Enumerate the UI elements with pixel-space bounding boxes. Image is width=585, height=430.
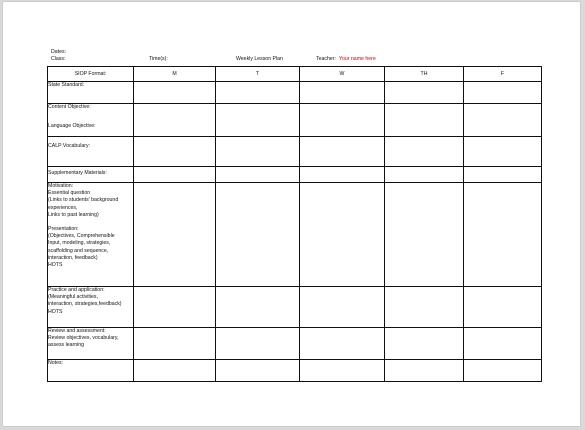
row-label-review-assessment: Review and assessment: Review objectives, vocabulary, assess learning (48, 328, 134, 360)
table-cell[interactable] (216, 183, 300, 287)
day-header-th: TH (385, 67, 464, 82)
table-cell[interactable] (216, 167, 300, 183)
day-header-f: F (464, 67, 542, 82)
time-label: Time(s): (149, 56, 168, 62)
table-cell[interactable] (216, 287, 300, 328)
teacher-label: Teacher: (316, 56, 336, 62)
table-cell[interactable] (385, 360, 464, 382)
table-cell[interactable] (464, 167, 542, 183)
table-cell[interactable] (216, 328, 300, 360)
lesson-plan-table (47, 66, 542, 382)
class-label: Class: (51, 56, 66, 62)
table-cell[interactable] (464, 104, 542, 137)
table-cell[interactable] (464, 360, 542, 382)
table-cell[interactable] (464, 183, 542, 287)
table-cell[interactable] (385, 137, 464, 167)
document-page (3, 2, 580, 426)
siop-format-header: SIOP Format: (48, 67, 134, 82)
table-row (48, 183, 542, 287)
table-row (48, 328, 542, 360)
row-label-practice-application: Practice and application: (Meaningful activities, interaction, strategies,feedback) HOTS (48, 287, 134, 328)
table-cell[interactable] (385, 328, 464, 360)
table-cell[interactable] (134, 137, 216, 167)
table-cell[interactable] (300, 104, 385, 137)
table-cell[interactable] (300, 137, 385, 167)
table-row (48, 82, 542, 104)
row-label-state-standard: State Standard: (48, 82, 134, 104)
table-cell[interactable] (134, 183, 216, 287)
row-label-calp-vocabulary: CALP Vocabulary: (48, 137, 134, 167)
table-cell[interactable] (134, 360, 216, 382)
day-header-t: T (216, 67, 300, 82)
table-row (48, 360, 542, 382)
table-cell[interactable] (385, 167, 464, 183)
table-cell[interactable] (300, 360, 385, 382)
table-cell[interactable] (216, 82, 300, 104)
table-cell[interactable] (134, 167, 216, 183)
table-cell[interactable] (134, 82, 216, 104)
table-header-row (48, 67, 542, 82)
table-cell[interactable] (464, 287, 542, 328)
dates-label: Dates: (51, 49, 66, 55)
plan-header (3, 2, 580, 62)
plan-title: Weekly Lesson Plan (236, 56, 283, 62)
table-cell[interactable] (385, 183, 464, 287)
table-cell[interactable] (385, 287, 464, 328)
language-objective-label: Language Objective: (48, 123, 96, 130)
table-row (48, 287, 542, 328)
table-row (48, 104, 542, 137)
row-label-objectives (48, 104, 134, 137)
table-row (48, 167, 542, 183)
table-cell[interactable] (464, 137, 542, 167)
row-label-motivation-presentation (48, 183, 134, 287)
day-header-w: W (300, 67, 385, 82)
table-cell[interactable] (300, 328, 385, 360)
table-cell[interactable] (134, 328, 216, 360)
table-cell[interactable] (216, 104, 300, 137)
content-objective-label: Content Objective: (48, 104, 91, 110)
table-cell[interactable] (385, 82, 464, 104)
table-cell[interactable] (300, 82, 385, 104)
row-label-notes: Notes: (48, 360, 134, 382)
row-label-supplementary-materials: Supplementary Materials: (48, 167, 134, 183)
table-cell[interactable] (385, 104, 464, 137)
table-cell[interactable] (464, 82, 542, 104)
table-cell[interactable] (300, 287, 385, 328)
table-row (48, 137, 542, 167)
day-header-m: M (134, 67, 216, 82)
table-cell[interactable] (134, 287, 216, 328)
table-cell[interactable] (464, 328, 542, 360)
motivation-label: Motivation: Essential question (Links to students' background experiences, Links to past learning) (48, 183, 119, 218)
table-cell[interactable] (300, 167, 385, 183)
table-cell[interactable] (216, 137, 300, 167)
table-cell[interactable] (300, 183, 385, 287)
teacher-name[interactable]: Your name here (339, 56, 376, 62)
table-cell[interactable] (216, 360, 300, 382)
presentation-label: Presentation: (Objectives, Comprehensible Input, modeling, strategies, scaffolding and sequence, interaction, feedback) HOTS (48, 226, 115, 269)
table-cell[interactable] (134, 104, 216, 137)
